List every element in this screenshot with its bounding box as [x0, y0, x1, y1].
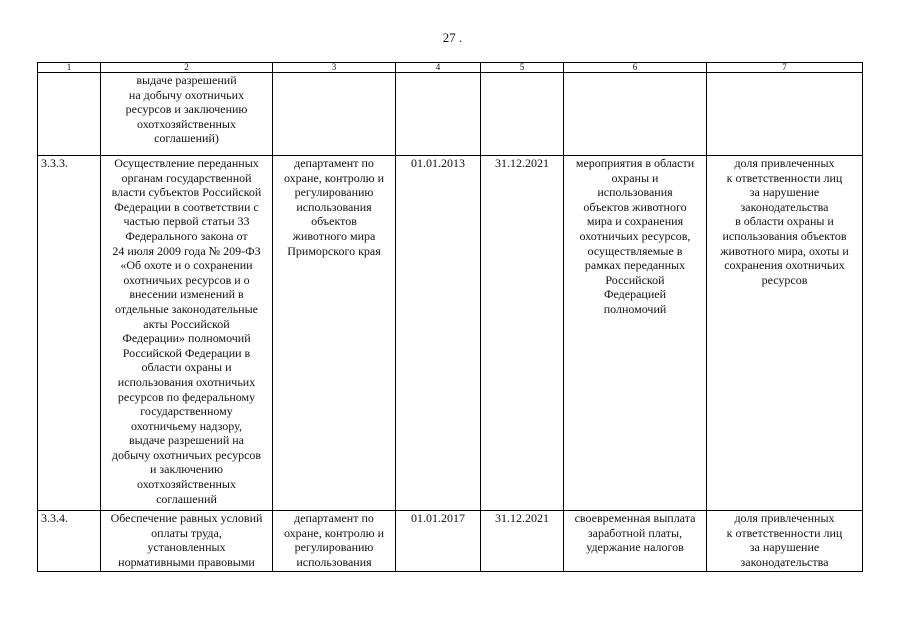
cell-result: своевременная выплата заработной платы, удержание налогов: [564, 511, 707, 572]
header-col-5: 5: [481, 63, 564, 73]
cell-empty: [707, 73, 863, 156]
cell-end-date: 31.12.2021: [481, 511, 564, 572]
page-number: 27 .: [442, 30, 463, 45]
table-row-continuation: [38, 73, 863, 156]
cell-start-date: 01.01.2013: [396, 156, 481, 511]
cell-consequence: доля привлеченных к ответственности лиц за нарушение законодательства: [707, 511, 863, 572]
header-col-3: 3: [273, 63, 396, 73]
cell-measure: Осуществление переданных органам государственной власти субъектов Российской Федерации в соответствии с частью первой статьи 33 Федерального закона от 24 июля 2009 года № 209-ФЗ «Об охоте и о сохранении охотничьих ресурсов и о внесении изменений в отдельные законодательные акты Российской Федерации» полномочий Российской Федерации в области охраны и использования охотничьих ресурсов по федеральному государственному охотничьему надзору, выдаче разрешений на добычу охотничьих ресурсов и заключению охотхозяйственных соглашений: [101, 156, 273, 511]
cell-start-date: 01.01.2017: [396, 511, 481, 572]
cell-empty: [481, 73, 564, 156]
cell-empty: [273, 73, 396, 156]
cell-end-date: 31.12.2021: [481, 156, 564, 511]
cell-item-number: 3.3.4.: [38, 511, 101, 572]
cell-empty: [38, 73, 101, 156]
cell-executor: департамент по охране, контролю и регулированию использования объектов животного мира Приморского края: [273, 156, 396, 511]
header-col-2: 2: [101, 63, 273, 73]
table-row: [38, 511, 863, 572]
header-col-4: 4: [396, 63, 481, 73]
cell-result: мероприятия в области охраны и использования объектов животного мира и сохранения охотничьих ресурсов, осуществляемые в рамках переданных Российской Федерацией полномочий: [564, 156, 707, 511]
cell-measure-continuation: выдаче разрешений на добычу охотничьих ресурсов и заключению охотхозяйственных соглашений): [101, 73, 273, 156]
program-table: [37, 62, 863, 572]
cell-measure: Обеспечение равных условий оплаты труда, установленных нормативными правовыми: [101, 511, 273, 572]
cell-item-number: 3.3.3.: [38, 156, 101, 511]
header-col-1: 1: [38, 63, 101, 73]
header-col-6: 6: [564, 63, 707, 73]
table-header-row: [38, 63, 863, 73]
cell-empty: [564, 73, 707, 156]
header-col-7: 7: [707, 63, 863, 73]
cell-empty: [396, 73, 481, 156]
cell-executor: департамент по охране, контролю и регулированию использования: [273, 511, 396, 572]
cell-consequence: доля привлеченных к ответственности лиц за нарушение законодательства в области охраны и использования объектов животного мира, охоты и сохранения охотничьих ресурсов: [707, 156, 863, 511]
table-row: [38, 156, 863, 511]
